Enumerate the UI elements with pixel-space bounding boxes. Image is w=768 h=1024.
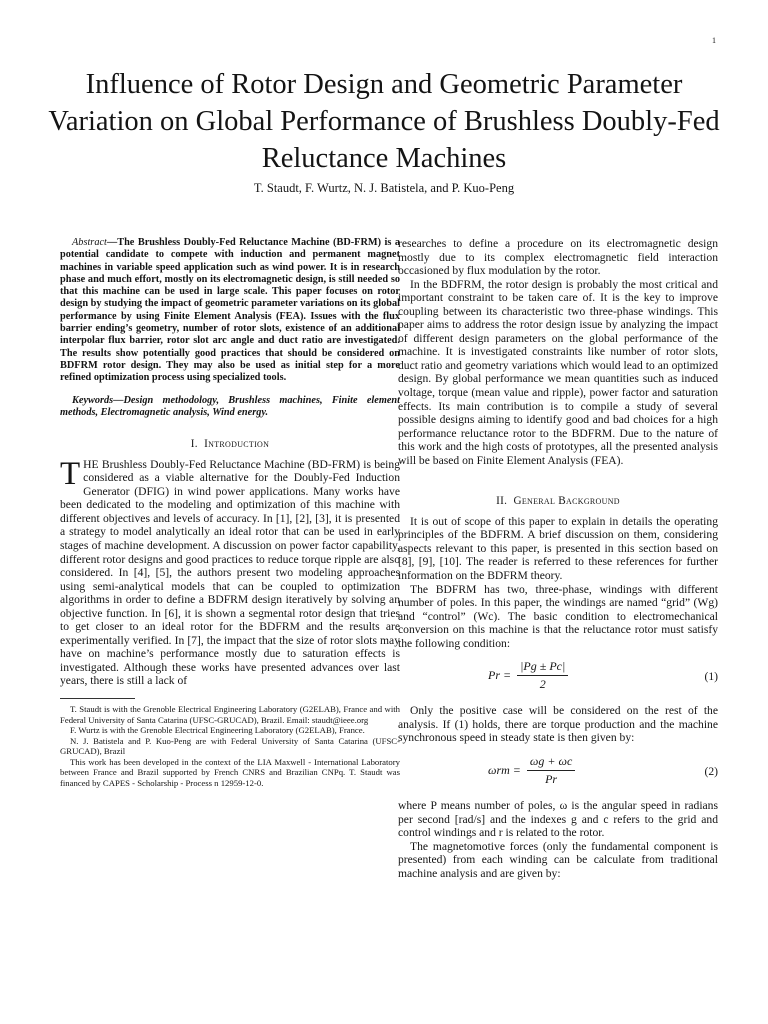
- equation-number: (1): [704, 670, 718, 684]
- page-number: 1: [712, 36, 716, 45]
- section-number: I.: [190, 438, 198, 451]
- equation-2: [398, 753, 718, 793]
- abstract-text: —The Brushless Doubly-Fed Reluctance Machine (BD-FRM) is a potential candidate to compete with induction and permanent magnet machines in variable speed application such as wind power. It is in research phase and much effort, mostly on its electromagnetic design, is still needed so that this machine can be used in large scale. This paper focuses on rotor design by studying the impact of geometric parameter variations on its global performance by using Finite Element Analysis (FEA). Issues with the flux barrier ending’s geometry, number of rotor slots, existence of an additional interpolar flux barrier, rotor slot arc angle and duct ratio are investigated. The results show potentially good practices that should be considered on BDFRM rotor design. They may also be used as initial step for a more refined optimization process using specialized tools.: [60, 237, 400, 384]
- author-list: T. Staudt, F. Wurtz, N. J. Batistela, and P. Kuo-Peng: [253, 181, 515, 195]
- section-title: Introduction: [204, 438, 270, 451]
- footnote-staudt: T. Staudt is with the Grenoble Electrical Engineering Laboratory (G2ELAB), France and with Federal University of Santa Catarina (UFSC-GRUCAD), Brazil. Email: staudt@ieee.org: [60, 704, 400, 725]
- abstract: [60, 237, 400, 385]
- equation-fraction: [517, 660, 568, 691]
- equation-lhs: ωrm =: [488, 762, 521, 777]
- footnote-funding: This work has been developed in the context of the LIA Maxwell - International Laboratory between France and Brazil supported by French CNRS and Brazilian CNPq. T. Staudt was financed by CAPES - Scholarship - Process n 12959-12-0.: [60, 756, 400, 788]
- section-number: II.: [496, 495, 508, 508]
- section-title: General Background: [513, 495, 620, 508]
- intro-paragraph: [60, 455, 400, 688]
- background-paragraph-3: Only the positive case will be considered on the rest of the analysis. If (1) holds, there are torque production and the machine synchronous speed in steady state is then given by:: [398, 704, 718, 745]
- abstract-label: Abstract: [72, 237, 107, 248]
- equation-denominator: Pr: [545, 771, 558, 786]
- footnote-rule: [60, 698, 135, 699]
- background-paragraph-4: where P means number of poles, ω is the angular speed in radians per second [rad/s] and the indexes g and c refers to the grid and control windings and r is related to the rotor.: [398, 798, 718, 840]
- background-paragraph-5: The magnetomotive forces (only the fundamental component is presented) from each winding can be calculate from traditional machine analysis and are given by:: [398, 839, 718, 880]
- intro-continued: researches to define a procedure on its electromagnetic design mostly due to its complex electromagnetic field interaction occasioned by flux modulation by the rotor.: [398, 237, 718, 278]
- background-paragraph-2: The BDFRM has two, three-phase, windings with different number of poles. In this paper, the windings are named “grid” (Wg) and “control” (Wc). The basic condition to electromechanical conversion on this machine is that the reluctance rotor must satisfy the following condition:: [398, 582, 718, 650]
- equation-numerator: ωg + ωc: [527, 755, 575, 771]
- footnote-wurtz: F. Wurtz is with the Grenoble Electrical Engineering Laboratory (G2ELAB), France.: [70, 725, 365, 735]
- keywords-text: —Design methodology, Brushless machines, Finite element methods, Electromagnetic analysis, Wind energy.: [60, 394, 400, 418]
- keywords: [60, 395, 400, 420]
- equation-denominator: 2: [539, 676, 546, 691]
- footnote-batistela: N. J. Batistela and P. Kuo-Peng are with Federal University of Santa Catarina (UFSC-GRUCAD), Brazil: [60, 735, 400, 756]
- left-column: [60, 237, 400, 788]
- equation-1: [398, 658, 718, 698]
- drop-cap: T: [60, 455, 81, 492]
- background-paragraph-1: It is out of scope of this paper to explain in details the operating principles of the BDFRM. A brief discussion on them, considering aspects relevant to this paper, is presented in this section based on [8], [9], [10]. The reader is referred to these references for further information on the BDFRM theory.: [398, 514, 718, 583]
- equation-numerator: |Pg ± Pc|: [517, 660, 568, 676]
- keywords-label: Keywords: [72, 394, 114, 406]
- intro-paragraph-2: In the BDFRM, the rotor design is probably the most critical and important constraint to be taken care of. It is the key to improve coupling between its characteristic two three-phase windings. This paper aims to address the rotor design issue by analyzing the impact of different design parameters on the global performance of the machine. It is investigated constraints like number of rotor slots, duct ratio and geometry variations which would lead to an optimized design. By global performance we mean quantities such as induced voltage, torque (mean value and ripple), power factor and saturation effects. Its main contribution is to compile a study of several possible designs aiming to identify good and bad choices for a high performance reluctance rotor to the BDFRM. Due to the nature of this work and the high costs of prototypes, all the presented analysis will be based on Finite Element Analysis (FEA).: [398, 277, 718, 467]
- section-heading-background: [398, 495, 718, 509]
- paper-title: Influence of Rotor Design and Geometric Parameter Variation on Global Performance of Brushless Doubly-Fed Reluctance Machines: [48, 69, 720, 174]
- equation-lhs: Pr =: [488, 668, 512, 683]
- right-column: [398, 237, 718, 880]
- equation-fraction: [527, 755, 575, 786]
- section-heading-introduction: [60, 438, 400, 452]
- equation-number: (2): [704, 764, 718, 778]
- intro-text: HE Brushless Doubly-Fed Reluctance Machine (BD-FRM) is being considered as a viable alternative for the Doubly-Fed Induction Generator (DFIG) in wind power applications. Many works have been dedicated to the modeling and optimization of this machine with different objectives and levels of accuracy. In [1], [2], [3], it is presented a strategy to model analytically an ideal rotor that can be used in early stages of machine development. A discussion on power factor capability, different rotor designs and good practices to reduce torque ripple are also considered. In [4], [5], the authors present two modeling approaches using semi-analytical models that can be coupled to optimization algorithms in order to define a BDFRM design iteratively by solving an objective function. In [6], it is shown a segmental rotor design that tries to get closer to an ideal rotor for the BDFRM and the results are experimentally verified. In [7], the impact that the size of rotor slots may have on machine’s performance mostly due to saturation effects is investigated. Although these works have presented advances over last years, there is still a lack of: [60, 457, 400, 688]
